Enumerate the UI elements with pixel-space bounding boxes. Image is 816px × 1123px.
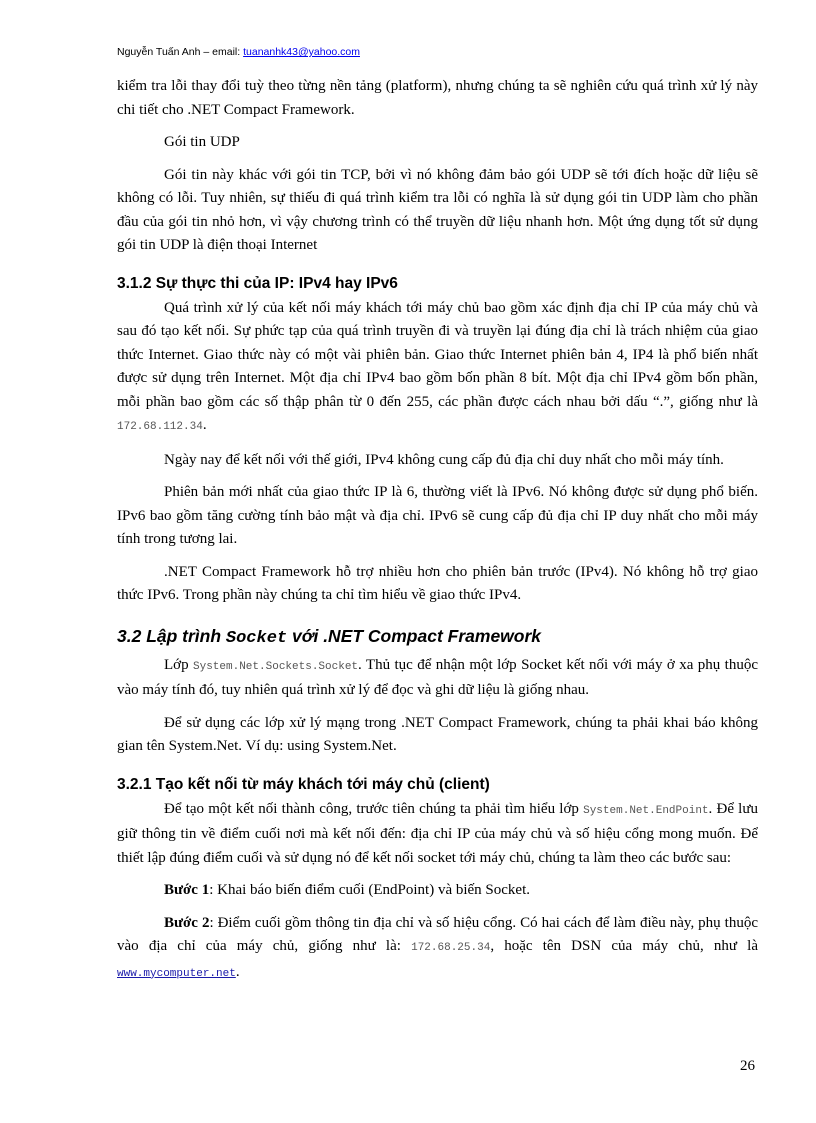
heading-3-2-1: 3.2.1 Tạo kết nối từ máy khách tới máy chủ (client) xyxy=(117,775,490,793)
paragraph-ipv4-limit: Ngày nay để kết nối với thế giới, IPv4 không cung cấp đủ địa chỉ duy nhất cho mỗi máy tính. xyxy=(164,451,724,468)
step-1: Bước 1: Khai báo biến điểm cuối (EndPoint) và biến Socket. xyxy=(164,882,530,898)
paragraph-endpoint: Để tạo một kết nối thành công, trước tiên chúng ta phải tìm hiểu lớp System.Net.EndPoint. Để lưu giữ thông tin về điểm cuối nơi mà kết nối đến: địa chỉ IP của máy chủ và số hiệu cổng mong muốn. Để thiết lập đúng điểm cuối và sử dụng nó để kết nối socket tới máy chủ, chúng ta làm theo các bước sau: xyxy=(117,800,758,866)
page-number: 26 xyxy=(740,1058,755,1074)
heading-socket-code: Socket xyxy=(225,628,288,648)
paragraph-netcf-ipv4: .NET Compact Framework hỗ trợ nhiều hơn cho phiên bản trước (IPv4). Nó không hỗ trợ giao thức IPv6. Trong phần này chúng ta chỉ tìm hiểu về giao thức IPv4. xyxy=(117,563,758,603)
paragraph-ip-process: Quá trình xử lý của kết nối máy khách tới máy chủ bao gồm xác định địa chỉ IP của máy chủ và sau đó tạo kết nối. Sự phức tạp của quá trình truyền đi và truyền lại đúng địa chỉ là trách nhiệm của giao thức Internet. Giao thức này có một vài phiên bản. Giao thức Internet phiên bản 4, IP4 là phổ biến nhất được sử dụng trên Internet. Một địa chỉ IPv4 bao gồm bốn phần 8 bít. Một địa chỉ IPv4 gồm bốn phần, mỗi phần bao gồm các số thập phân từ 0 đến 255, các phần được cách nhau bởi dấu “.”, giống như là 172.68.112.34. xyxy=(117,299,758,433)
server-dns-link[interactable]: www.mycomputer.net xyxy=(117,967,236,980)
step-2: Bước 2: Điểm cuối gồm thông tin địa chỉ và số hiệu cổng. Có hai cách để làm điều này, phụ thuộc vào địa chỉ của máy chủ, giống như là: 172.68.25.34, hoặc tên DSN của máy chủ, như là www.mycomputer.net. xyxy=(117,914,758,980)
page-body xyxy=(117,75,758,986)
paragraph-intro: kiểm tra lỗi thay đổi tuỳ theo từng nền tảng (platform), nhưng chúng ta sẽ nghiên cứu quá trình xử lý này chi tiết cho .NET Compact Framework. xyxy=(117,78,758,118)
udp-subheading: Gói tin UDP xyxy=(164,134,240,150)
paragraph-namespace: Để sử dụng các lớp xử lý mạng trong .NET Compact Framework, chúng ta phải khai báo không gian tên System.Net. Ví dụ: using System.Net. xyxy=(117,714,758,754)
heading-3-1-2: 3.1.2 Sự thực thi của IP: IPv4 hay IPv6 xyxy=(117,274,398,292)
paragraph-ipv6: Phiên bản mới nhất của giao thức IP là 6, thường viết là IPv6. Nó không được sử dụng phổ biến. IPv6 bao gồm tăng cường tính bảo mật và địa chỉ. IPv6 sẽ cung cấp đủ địa chỉ IP duy nhất cho mỗi máy tính trong tương lai. xyxy=(117,484,758,547)
socket-class-code: System.Net.Sockets.Socket xyxy=(193,660,359,673)
page-header xyxy=(117,46,360,58)
ipv4-example-code: 172.68.112.34 xyxy=(117,421,203,433)
header-email-link[interactable]: tuananhk43@yahoo.com xyxy=(243,46,360,58)
endpoint-class-code: System.Net.EndPoint xyxy=(583,804,709,817)
step-2-label: Bước 2 xyxy=(164,914,210,931)
heading-3-2: 3.2 Lập trình Socket với .NET Compact Framework xyxy=(117,625,542,648)
paragraph-socket-class: Lớp System.Net.Sockets.Socket. Thủ tục để nhận một lớp Socket kết nối với máy ở xa phụ thuộc vào máy tính đó, tuy nhiên quá trình xử lý để đọc và ghi dữ liệu là giống nhau. xyxy=(117,656,758,698)
paragraph-udp: Gói tin này khác với gói tin TCP, bởi vì nó không đảm bảo gói UDP sẽ tới đích hoặc dữ liệu sẽ không có lỗi. Tuy nhiên, sự thiếu đi quá trình kiểm tra lỗi có nghĩa là sử dụng gói tin UDP làm cho phần đầu của gói tin nhỏ hơn, vì vậy chương trình có thể truyền dữ liệu nhanh hơn. Một ứng dụng tốt sử dụng gói tin UDP là điện thoại Internet xyxy=(117,166,758,253)
step-1-label: Bước 1 xyxy=(164,882,210,898)
header-author: Nguyễn Tuấn Anh – email: xyxy=(117,46,244,58)
server-ip-code: 172.68.25.34 xyxy=(411,942,491,954)
